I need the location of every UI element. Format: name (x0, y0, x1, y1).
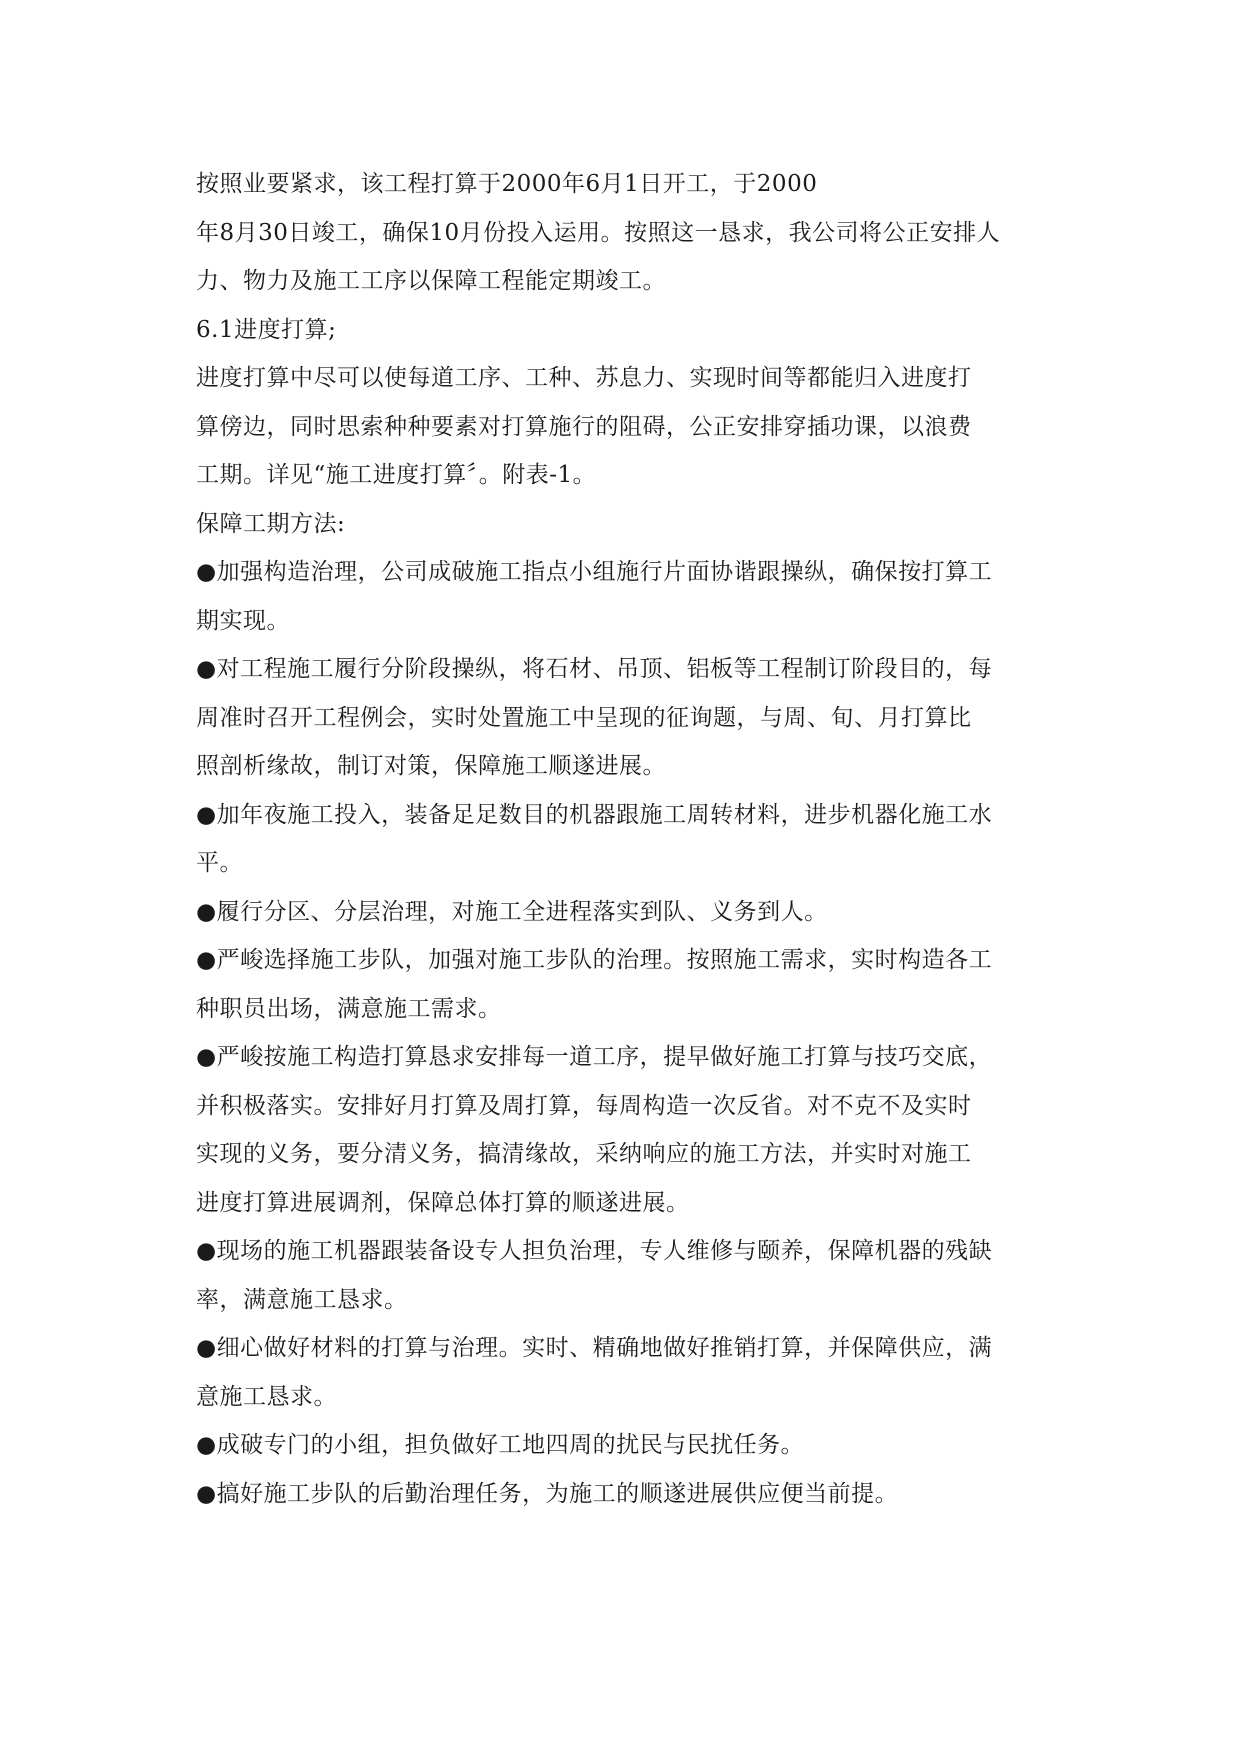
document-body (196, 160, 1046, 1518)
text-line: 算傍边，同时思索种种要素对打算施行的阻碍，公正安排穿插功课，以浪费 (196, 413, 972, 440)
text-line: 年8月30日竣工，确保10月份投入运用。按照这一恳求，我公司将公正安排人 (196, 219, 1001, 246)
bullet-item (196, 1033, 1046, 1227)
text-line: ●现场的施工机器跟装备设专人担负治理，专人维修与颐养，保障机器的残缺 (196, 1238, 993, 1264)
text-line: 进度打算中尽可以使每道工序、工种、苏息力、实现时间等都能归入进度打 (196, 365, 972, 391)
bullet-item (196, 1421, 1046, 1470)
text-line: 种职员出场，满意施工需求。 (196, 995, 502, 1022)
progress-plan-paragraph (196, 354, 1046, 500)
text-line: ●成破专门的小组，担负做好工地四周的扰民与民扰任务。 (196, 1432, 805, 1458)
bullet-item (196, 1227, 1046, 1324)
bullet-item (196, 645, 1046, 791)
text-line: ●细心做好材料的打算与治理。实时、精确地做好推销打算，并保障供应，满 (196, 1335, 993, 1361)
bullet-item (196, 888, 1046, 937)
text-line: 率，满意施工恳求。 (196, 1286, 408, 1313)
text-line: ●加年夜施工投入，装备足足数目的机器跟施工周转材料，进步机器化施工水 (196, 801, 993, 828)
bullet-item (196, 1470, 1046, 1519)
text-line: 照剖析缘故，制订对策，保障施工顺遂进展。 (196, 753, 666, 779)
text-line: ●严峻选择施工步队，加强对施工步队的治理。按照施工需求，实时构造各工 (196, 947, 993, 973)
bullet-item (196, 1324, 1046, 1421)
intro-paragraph (196, 160, 1046, 306)
bullet-item (196, 936, 1046, 1033)
text-line: 意施工恳求。 (196, 1383, 337, 1410)
text-line: 周准时召开工程例会，实时处置施工中呈现的征询题，与周、旬、月打算比 (196, 704, 972, 731)
text-line: 进度打算进展调剂，保障总体打算的顺遂进展。 (196, 1189, 690, 1216)
text-line: ●严峻按施工构造打算恳求安排每一道工序，提早做好施工打算与技巧交底， (196, 1044, 993, 1070)
text-line: ●加强构造治理，公司成破施工指点小组施行片面协谐跟操纵，确保按打算工 (196, 559, 993, 585)
heading-line: 6.1进度打算; (196, 316, 337, 343)
text-line: 并积极落实。安排好月打算及周打算，每周构造一次反省。对不克不及实时 (196, 1092, 972, 1119)
text-line: 实现的义务，要分清义务，搞清缘故，采纳响应的施工方法，并实时对施工 (196, 1141, 972, 1167)
text-line: ●搞好施工步队的后勤治理任务，为施工的顺遂进展供应便当前提。 (196, 1480, 899, 1507)
text-line: 力、物力及施工工序以保障工程能定期竣工。 (196, 268, 666, 294)
bullet-item (196, 791, 1046, 888)
text-line: 工期。详见“施工进度打算〞。附表-1。 (196, 462, 597, 488)
heading-line: 保障工期方法: (196, 510, 346, 537)
text-line: ●履行分区、分层治理，对施工全进程落实到队、义务到人。 (196, 898, 828, 925)
text-line: ●对工程施工履行分阶段操纵，将石材、吊顶、铝板等工程制订阶段目的，每 (196, 656, 993, 682)
text-line: 期实现。 (196, 607, 290, 634)
text-line: 平。 (196, 850, 243, 876)
section-heading (196, 306, 1046, 355)
bullet-item (196, 548, 1046, 645)
methods-heading (196, 500, 1046, 549)
text-line: 按照业要紧求，该工程打算于2000年6月1日开工，于2000 (196, 171, 818, 197)
